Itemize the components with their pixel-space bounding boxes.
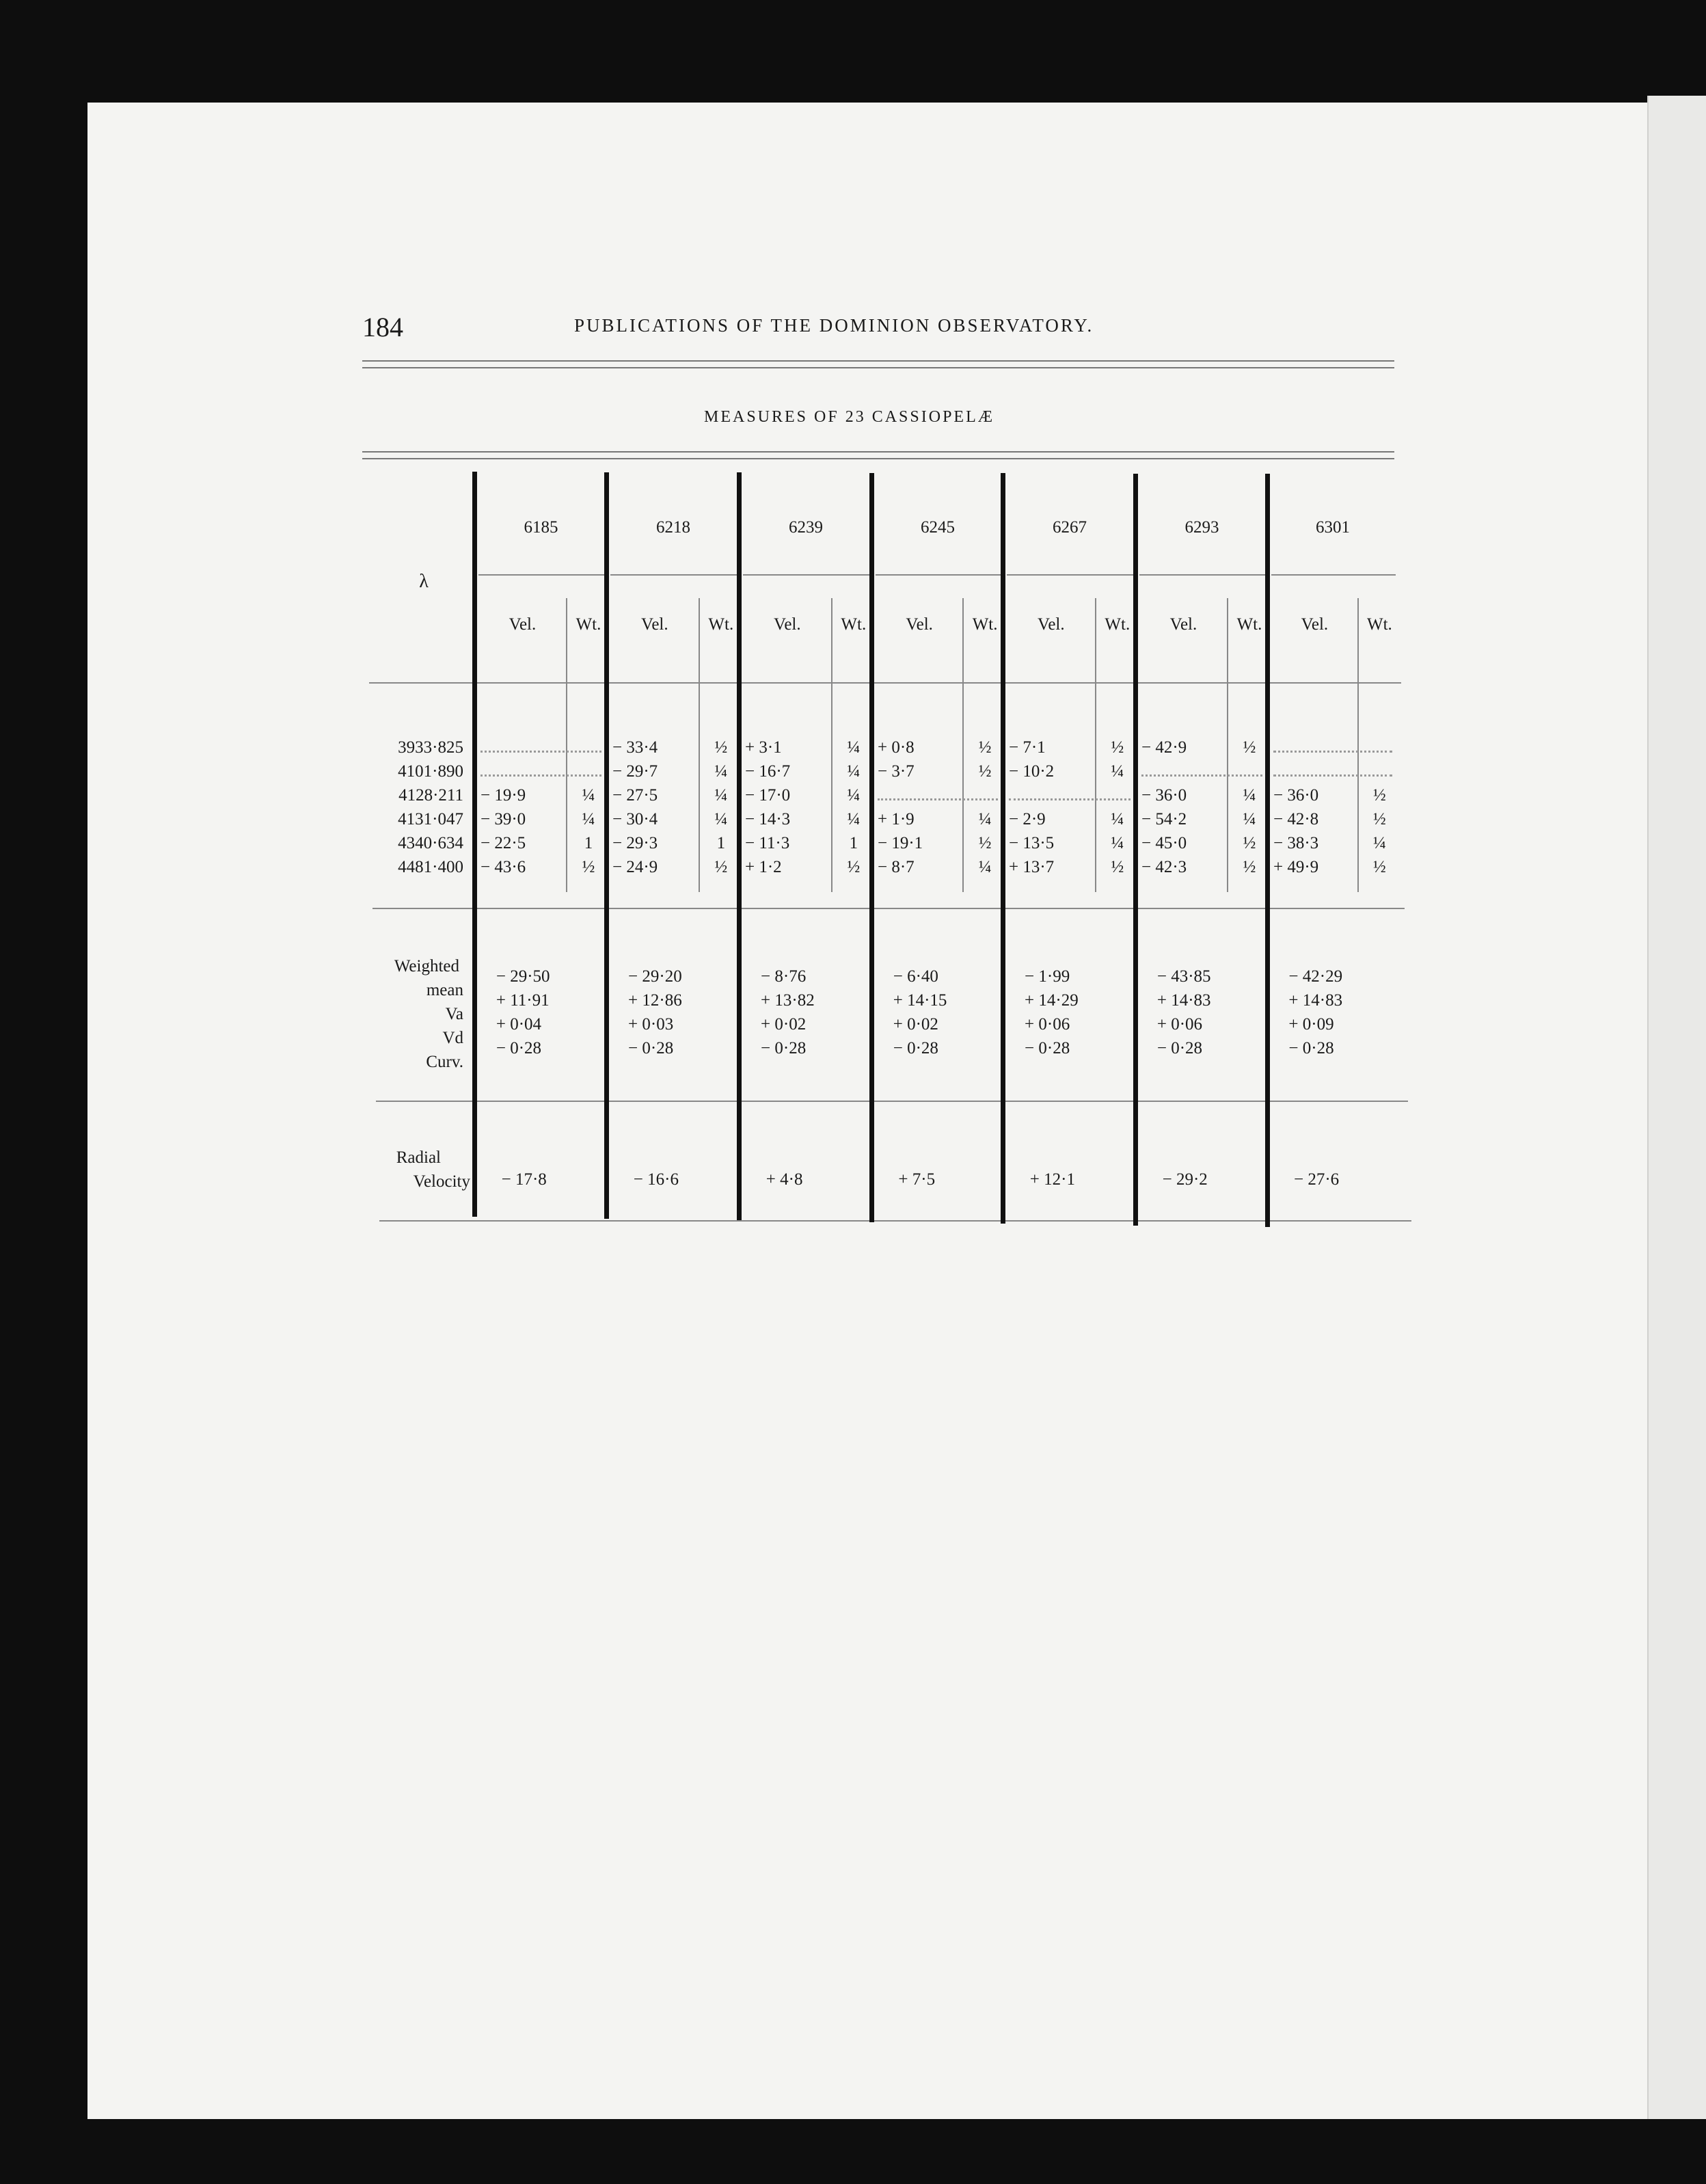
plate-subrule <box>876 574 1001 576</box>
column-divider <box>1001 473 1005 1224</box>
line-weight: 1 <box>849 834 858 852</box>
line-velocity: − 39·0 <box>480 810 526 828</box>
plate-subrule <box>1139 574 1266 576</box>
line-velocity: − 24·9 <box>612 858 658 876</box>
line-velocity: − 30·4 <box>612 810 658 828</box>
weighted-mean-value: − 29·20 <box>628 967 682 986</box>
vd-value: + 0·09 <box>1288 1015 1334 1034</box>
line-weight: ½ <box>1373 786 1386 805</box>
plate-subrule <box>478 574 605 576</box>
line-weight: 1 <box>716 834 726 852</box>
line-velocity: − 45·0 <box>1141 834 1187 852</box>
row-label: Weighted <box>394 957 459 975</box>
va-value: + 14·83 <box>1288 991 1343 1010</box>
radial-velocity-value: − 29·2 <box>1162 1170 1208 1189</box>
vel-wt-divider <box>1227 598 1228 892</box>
line-weight: ¼ <box>714 786 728 805</box>
radial-velocity-value: + 7·5 <box>898 1170 936 1189</box>
radial-velocity-value: + 4·8 <box>766 1170 803 1189</box>
vel-wt-divider <box>566 598 567 892</box>
dotted-leader <box>480 774 601 777</box>
curv-value: − 0·28 <box>628 1039 674 1057</box>
line-velocity: − 33·4 <box>612 738 658 757</box>
line-velocity: − 2·9 <box>1009 810 1046 828</box>
column-divider <box>737 472 742 1220</box>
wt-header: Wt. <box>708 615 734 634</box>
line-velocity: − 42·8 <box>1273 810 1319 828</box>
line-velocity: − 42·9 <box>1141 738 1187 757</box>
line-weight: ½ <box>582 858 595 876</box>
wavelength-label: 4101·890 <box>398 762 463 781</box>
weighted-mean-value: − 29·50 <box>496 967 550 986</box>
line-velocity: − 36·0 <box>1273 786 1319 805</box>
row-label: Vd <box>442 1029 463 1047</box>
body-means-rule <box>373 908 1405 909</box>
line-velocity: − 19·9 <box>480 786 526 805</box>
vel-header: Vel. <box>641 615 668 634</box>
vd-value: + 0·06 <box>1156 1015 1203 1034</box>
dotted-leader <box>1273 774 1392 777</box>
plate-number: 6301 <box>1316 518 1350 537</box>
line-weight: ½ <box>714 738 728 757</box>
line-weight: ½ <box>847 858 861 876</box>
line-weight: ¼ <box>714 810 728 828</box>
line-weight: ¼ <box>582 810 595 828</box>
line-velocity: − 36·0 <box>1141 786 1187 805</box>
row-label: Curv. <box>426 1053 463 1071</box>
line-weight: ¼ <box>1111 810 1124 828</box>
line-velocity: − 11·3 <box>745 834 790 852</box>
line-weight: ¼ <box>978 858 992 876</box>
line-velocity: − 42·3 <box>1141 858 1187 876</box>
table-title: MEASURES OF 23 CASSIOPELÆ <box>704 408 995 426</box>
plate-number: 6267 <box>1053 518 1087 537</box>
line-weight: ¼ <box>847 810 861 828</box>
line-velocity: + 49·9 <box>1273 858 1319 876</box>
wt-header: Wt. <box>841 615 867 634</box>
vd-value: + 0·02 <box>893 1015 938 1034</box>
wavelength-label: 4131·047 <box>398 810 463 828</box>
line-velocity: + 0·8 <box>878 738 915 757</box>
line-weight: ¼ <box>1111 762 1124 781</box>
line-velocity: + 1·9 <box>878 810 915 828</box>
va-value: + 11·91 <box>496 991 550 1010</box>
vel-wt-divider <box>1357 598 1359 892</box>
va-value: + 14·83 <box>1156 991 1211 1010</box>
curv-value: − 0·28 <box>1156 1039 1203 1057</box>
plate-number: 6245 <box>921 518 955 537</box>
table-bottom-rule <box>379 1220 1411 1222</box>
page-header <box>362 311 1182 352</box>
va-value: + 13·82 <box>761 991 815 1010</box>
va-value: + 14·29 <box>1025 991 1079 1010</box>
line-velocity: − 29·7 <box>612 762 658 781</box>
plate-number: 6293 <box>1184 518 1219 537</box>
line-weight: ¼ <box>714 762 728 781</box>
line-velocity: − 27·5 <box>612 786 658 805</box>
column-divider <box>472 472 477 1217</box>
wt-header: Wt. <box>1236 615 1262 634</box>
line-weight: ½ <box>1243 738 1256 757</box>
dotted-leader <box>1273 751 1392 753</box>
va-value: + 12·86 <box>628 991 682 1010</box>
line-velocity: + 3·1 <box>745 738 782 757</box>
line-velocity: − 13·5 <box>1009 834 1055 852</box>
line-weight: ¼ <box>847 786 861 805</box>
radial-velocity-value: − 27·6 <box>1294 1170 1340 1189</box>
curv-value: − 0·28 <box>1025 1039 1070 1057</box>
weighted-mean-value: − 6·40 <box>893 967 938 986</box>
plate-subrule <box>1007 574 1134 576</box>
wt-header: Wt. <box>1366 615 1392 634</box>
lambda-header: λ <box>419 571 429 592</box>
next-page-edge <box>1647 96 1706 2119</box>
velocity-label: Velocity <box>413 1172 470 1191</box>
wavelength-label: 4340·634 <box>398 834 463 852</box>
line-velocity: − 38·3 <box>1273 834 1319 852</box>
line-velocity: − 14·3 <box>745 810 791 828</box>
line-velocity: − 19·1 <box>878 834 923 852</box>
plate-subrule <box>743 574 870 576</box>
vd-value: + 0·02 <box>761 1015 807 1034</box>
row-label: mean <box>426 981 463 999</box>
va-value: + 14·15 <box>893 991 947 1010</box>
vel-header: Vel. <box>906 615 933 634</box>
line-velocity: − 22·5 <box>480 834 526 852</box>
line-weight: ½ <box>1373 858 1386 876</box>
line-weight: ½ <box>1243 858 1256 876</box>
wavelength-label: 4481·400 <box>398 858 463 876</box>
vel-wt-divider <box>962 598 964 892</box>
column-divider <box>1133 474 1138 1226</box>
line-velocity: − 7·1 <box>1009 738 1046 757</box>
line-weight: ¼ <box>1243 810 1256 828</box>
vel-header: Vel. <box>509 615 537 634</box>
weighted-mean-value: − 42·29 <box>1288 967 1343 986</box>
header-rule-top <box>362 360 1394 362</box>
vel-header: Vel. <box>774 615 801 634</box>
dotted-leader <box>1009 798 1130 800</box>
weighted-mean-value: − 43·85 <box>1156 967 1211 986</box>
vd-value: + 0·06 <box>1025 1015 1070 1034</box>
line-weight: ½ <box>978 762 992 781</box>
line-velocity: − 43·6 <box>480 858 526 876</box>
plate-number: 6185 <box>524 518 558 537</box>
curv-value: − 0·28 <box>761 1039 807 1057</box>
line-weight: ¼ <box>847 738 861 757</box>
line-weight: ¼ <box>582 786 595 805</box>
line-velocity: − 3·7 <box>878 762 915 781</box>
radial-velocity-value: − 16·6 <box>633 1170 679 1189</box>
vd-value: + 0·03 <box>628 1015 674 1034</box>
curv-value: − 0·28 <box>1288 1039 1334 1057</box>
line-weight: ¼ <box>1243 786 1256 805</box>
column-divider <box>1265 474 1270 1227</box>
plate-subrule <box>610 574 737 576</box>
weighted-mean-value: − 8·76 <box>761 967 807 986</box>
line-weight: ½ <box>1111 738 1124 757</box>
line-weight: ½ <box>978 834 992 852</box>
vel-header: Vel. <box>1301 615 1329 634</box>
line-velocity: + 1·2 <box>745 858 782 876</box>
vel-wt-divider <box>699 598 700 892</box>
line-velocity: − 16·7 <box>745 762 791 781</box>
wavelength-label: 3933·825 <box>398 738 463 757</box>
line-weight: ¼ <box>1373 834 1386 852</box>
line-velocity: − 54·2 <box>1141 810 1187 828</box>
line-velocity: − 29·3 <box>612 834 658 852</box>
dotted-leader <box>878 798 998 800</box>
radial-label: Radial <box>396 1148 441 1167</box>
curv-value: − 0·28 <box>893 1039 938 1057</box>
vel-wt-divider <box>831 598 832 892</box>
line-weight: ½ <box>1243 834 1256 852</box>
line-velocity: + 13·7 <box>1009 858 1055 876</box>
curv-value: − 0·28 <box>496 1039 542 1057</box>
dotted-leader <box>1141 774 1262 777</box>
column-divider <box>604 472 609 1219</box>
wt-header: Wt. <box>576 615 601 634</box>
vel-header: Vel. <box>1169 615 1197 634</box>
line-weight: 1 <box>584 834 593 852</box>
plate-subrule <box>1271 574 1396 576</box>
row-label: Va <box>445 1005 463 1023</box>
radial-velocity-value: − 17·8 <box>501 1170 547 1189</box>
table-rule-top <box>362 451 1394 453</box>
vel-wt-divider <box>1095 598 1096 892</box>
weighted-mean-value: − 1·99 <box>1025 967 1070 986</box>
line-weight: ½ <box>1373 810 1386 828</box>
page-number: 184 <box>362 312 403 342</box>
vel-header: Vel. <box>1038 615 1065 634</box>
line-weight: ¼ <box>847 762 861 781</box>
dotted-leader <box>480 751 601 753</box>
vd-value: + 0·04 <box>496 1015 542 1034</box>
running-head: PUBLICATIONS OF THE DOMINION OBSERVATORY. <box>574 315 1094 336</box>
wavelength-label: 4128·211 <box>398 786 463 805</box>
line-velocity: − 10·2 <box>1009 762 1055 781</box>
header-body-rule <box>369 682 1401 684</box>
line-weight: ½ <box>978 738 992 757</box>
line-velocity: − 17·0 <box>745 786 791 805</box>
plate-number: 6239 <box>789 518 823 537</box>
wt-header: Wt. <box>1105 615 1130 634</box>
table-rule-top-2 <box>362 458 1394 459</box>
wt-header: Wt. <box>972 615 998 634</box>
line-weight: ¼ <box>1111 834 1124 852</box>
line-velocity: − 8·7 <box>878 858 915 876</box>
plate-number: 6218 <box>656 518 690 537</box>
header-rule-bottom <box>362 367 1394 368</box>
means-radial-rule <box>376 1101 1408 1102</box>
document-page <box>87 103 1666 2119</box>
line-weight: ½ <box>1111 858 1124 876</box>
column-divider <box>869 473 874 1222</box>
line-weight: ¼ <box>978 810 992 828</box>
radial-velocity-value: + 12·1 <box>1029 1170 1075 1189</box>
line-weight: ½ <box>714 858 728 876</box>
